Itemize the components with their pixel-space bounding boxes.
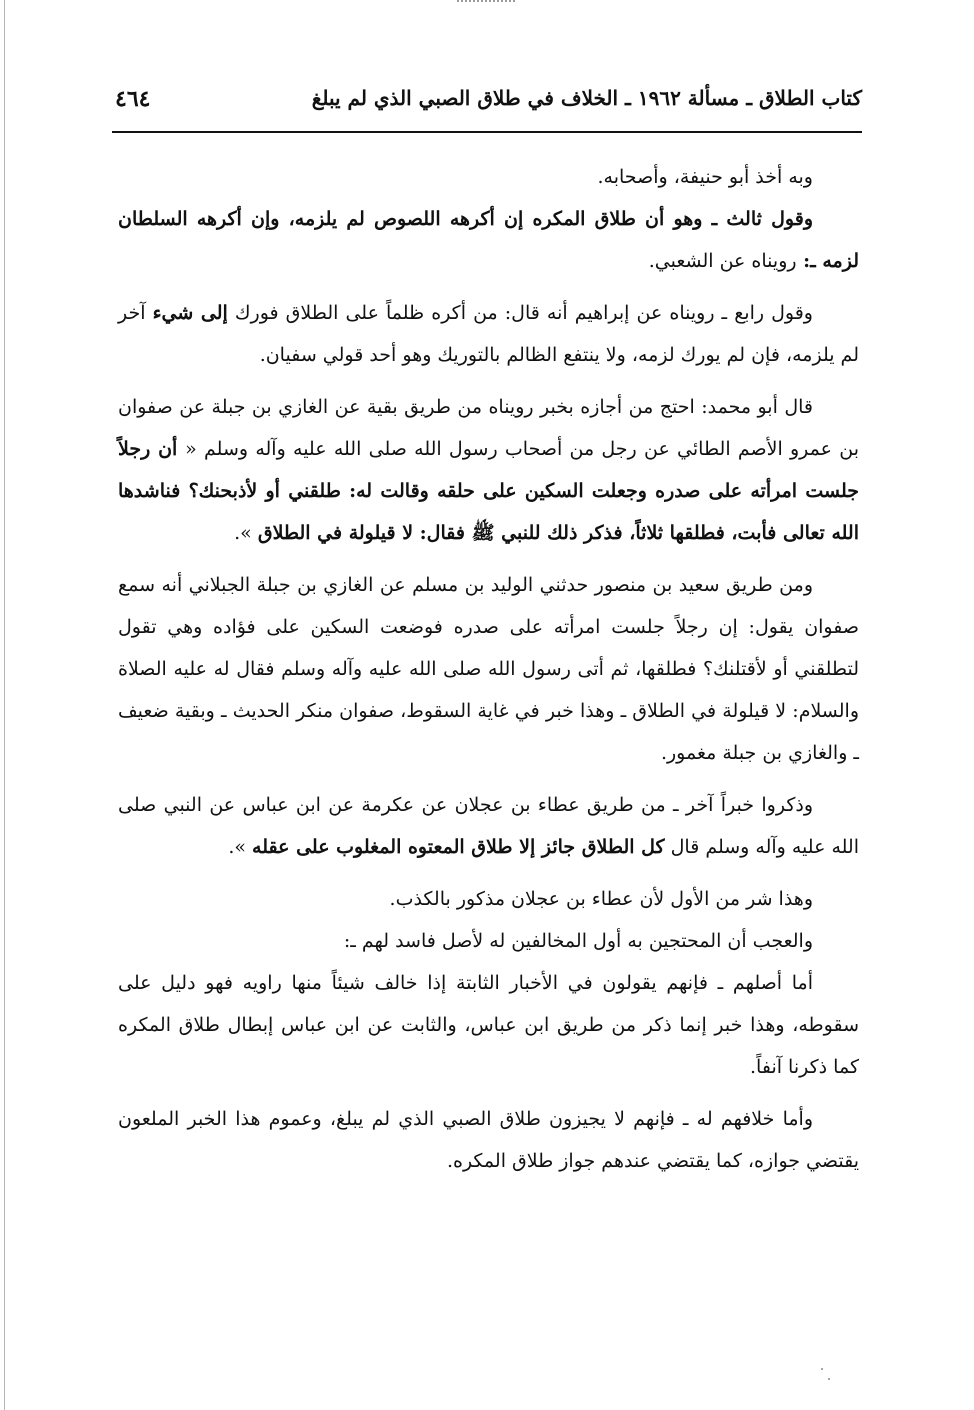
paragraph-6-text: وذكروا خبراً آخر ـ من طريق عطاء بن عجلان عن عكرمة عن ابن عباس عن النبي صلى الله عليه وآله وسلم قال: [118, 794, 859, 858]
page-number: ٤٦٤: [115, 86, 151, 112]
scan-top-mark: [457, 0, 515, 2]
body-text: [118, 156, 859, 1192]
scan-speck: [828, 1378, 830, 1380]
paragraph-5-text: ومن طريق سعيد بن منصور حدثني الوليد بن مسلم عن الغازي بن جبلة الجبلاني أنه سمع صفوان يقول: إن رجلاً جلست امرأته على صدره فوضعت السكين على فؤاده وهي تقول لتطلقني أو لأقتلنك؟ فطلقها، ثم أتى رسول الله صلى الله عليه وآله وسلم فقال له عليه الصلاة والسلام: لا قيلولة في الطلاق ـ وهذا خبر في غاية السقوط، صفوان منكر الحديث ـ وبقية ضعيف ـ والغازي بن جبلة مغمور.: [118, 574, 859, 764]
paragraph-3-bold: إلى شيء: [152, 302, 228, 324]
paragraph-1-text: وبه أخذ أبو حنيفة، وأصحابه.: [597, 166, 813, 188]
running-header: [115, 82, 862, 124]
paragraph-3-text-b: آخر لم يلزمه، فإن لم يورك لزمه، ولا ينتفع الظالم بالتوريك وهو أحد قولي سفيان.: [118, 302, 859, 366]
paragraph-1: [118, 156, 859, 198]
paragraph-4-hadith: أن رجلاً جلست امرأته على صدره وجعلت السكين على حلقه وقالت له: طلقني أو لأذبحنك؟ فناشدها الله تعالى فأبت، فطلقها ثلاثاً، فذكر ذلك للنبي ﷺ فقال: لا قيلولة في الطلاق: [118, 438, 859, 544]
line-1: وهذا شر من الأول لأن عطاء بن عجلان مذكور بالكذب.: [389, 888, 813, 910]
line-2: والعجب أن المحتجين به أول المخالفين له لأصل فاسد لهم ـ:: [343, 930, 813, 952]
paragraph-3: [118, 292, 859, 376]
paragraph-6-hadith: كل الطلاق جائز إلا طلاق المعتوه المغلوب على عقله: [252, 836, 665, 858]
running-header-title: كتاب الطلاق ـ مسألة ١٩٦٢ ـ الخلاف في طلاق الصبي الذي لم يبلغ: [311, 86, 862, 110]
paragraph-4: [118, 386, 859, 554]
header-rule: [112, 131, 862, 133]
paragraph-8: وأما خلافهم له ـ فإنهم لا يجيزون طلاق الصبي الذي لم يبلغ، وعموم هذا الخبر الملعون يقتضي جوازه، كما يقتضي عندهم جواز طلاق المكره.: [118, 1108, 859, 1172]
scan-edge: [4, 0, 5, 1410]
paragraph-7: أما أصلهم ـ فإنهم يقولون في الأخبار الثابتة إذا خالف شيئاً منها راويه فهو دليل على سقوطه، وهذا خبر إنما ذكر من طريق ابن عباس، والثابت عن ابن عباس إبطال طلاق المكره كما ذكرنا آنفاً.: [118, 972, 859, 1078]
paragraph-2-bold: وقول ثالث ـ وهو أن طلاق المكره إن أكرهه اللصوص لم يلزمه، وإن أكرهه السلطان لزمه ـ:: [118, 208, 859, 272]
paragraph-2: [118, 198, 859, 282]
paragraph-3-text-a: وقول رابع ـ رويناه عن إبراهيم أنه قال: من أكره ظلماً على الطلاق فورك: [227, 302, 813, 324]
paragraph-5: [118, 564, 859, 774]
paragraph-4-text: قال أبو محمد: احتج من أجازه بخبر رويناه من طريق بقية عن الغازي بن جبلة عن صفوان بن عمرو الأصم الطائي عن رجل من أصحاب رسول الله صلى الله عليه وآله وسلم «: [118, 396, 859, 460]
paragraph-6-close: ».: [228, 836, 253, 858]
paragraph-6: [118, 784, 859, 868]
paragraph-2-text: رويناه عن الشعبي.: [648, 250, 797, 272]
scan-speck: [821, 1368, 823, 1370]
paragraph-4-close: ».: [234, 522, 258, 544]
